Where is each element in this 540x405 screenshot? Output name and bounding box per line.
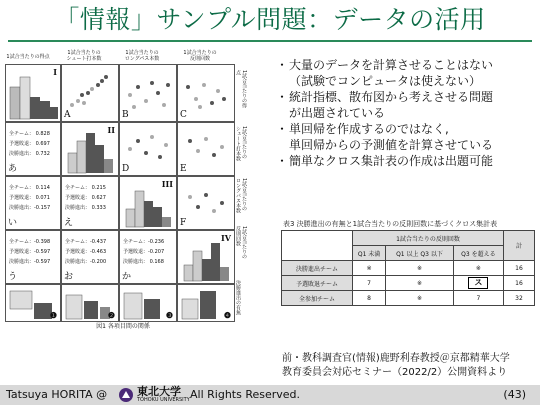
slide-title: 「情報」サンプル問題：データの活用 bbox=[54, 5, 486, 34]
bullet-item bbox=[276, 121, 538, 153]
row-label-3: 1試合当たりの ロングパス本数 bbox=[235, 178, 247, 213]
bullet-line: 単回帰からの予測値を計算させている bbox=[289, 138, 494, 152]
bullet-line: （試験でコンピュータは使えない） bbox=[289, 74, 482, 88]
col-header-3: 1試合当たりの ロングパス本数 bbox=[124, 50, 160, 62]
table-row bbox=[282, 276, 535, 291]
cell-letter: え bbox=[64, 218, 74, 228]
bullet-item bbox=[276, 57, 538, 89]
cell-letter: D bbox=[122, 164, 130, 174]
footer-bar bbox=[0, 385, 540, 405]
cell-letter: F bbox=[180, 218, 187, 228]
footer-rights: All Rights Reserved. bbox=[190, 388, 301, 401]
corr-line: 決勝進出： 0.168 bbox=[123, 259, 164, 265]
title-underline bbox=[8, 40, 532, 42]
footer-university-jp: 東北大学 bbox=[137, 385, 181, 398]
row-label-2: 1試合当たりの シュート打本数 bbox=[235, 126, 247, 161]
cell-letter: A bbox=[64, 110, 71, 120]
cell-hist-shoot bbox=[61, 122, 119, 176]
answer-box: ス bbox=[468, 277, 488, 289]
cell-letter: い bbox=[8, 218, 18, 228]
table-header: Q3 を超える bbox=[453, 246, 503, 261]
table-header-row bbox=[282, 231, 535, 246]
corr-line: 決勝進出：-0.597 bbox=[9, 259, 51, 265]
histogram-icon bbox=[6, 65, 60, 121]
bullet-mark: ・ bbox=[276, 90, 289, 104]
circled-number: ❷ bbox=[107, 310, 115, 320]
cell-scatter-F bbox=[177, 176, 235, 230]
table-header: Q1 以上 Q3 以下 bbox=[386, 246, 454, 261]
corr-line: 全チーム：-0.437 bbox=[65, 239, 107, 245]
cell-corr-6 bbox=[119, 230, 177, 284]
bullet-line: 単回帰を作成するのではなく, bbox=[289, 122, 449, 136]
bullet-line: 大量のデータを計算させることはない bbox=[289, 58, 494, 72]
cell-bar-1 bbox=[5, 284, 61, 322]
footer-university-en: TOHOKU UNIVERSITY bbox=[137, 397, 190, 403]
table-cell: 16 bbox=[504, 261, 535, 276]
table-caption: 表3 決勝進出の有無と1試合当たりの反則回数に基づくクロス集計表 bbox=[283, 220, 498, 228]
scatter-plot-icon bbox=[178, 177, 234, 229]
table-cell: ※ bbox=[386, 291, 454, 306]
cell-letter: B bbox=[122, 110, 129, 120]
circled-number: ❹ bbox=[223, 310, 231, 320]
cell-scatter-B bbox=[119, 64, 177, 122]
footer-author: Tatsuya HORITA @ bbox=[6, 388, 108, 401]
table-cell: 7 bbox=[353, 276, 386, 291]
cell-bar-4 bbox=[177, 284, 235, 322]
bullet-item bbox=[276, 89, 538, 121]
cell-letter: あ bbox=[8, 164, 18, 174]
table-corner bbox=[282, 231, 353, 261]
bullet-line: 簡単なクロス集計表の作成は出題可能 bbox=[289, 154, 494, 168]
cell-corr-5 bbox=[61, 230, 119, 284]
corr-line: 全チーム：-0.398 bbox=[9, 239, 51, 245]
table-cell: ※ bbox=[353, 261, 386, 276]
corr-line: 全チーム： 0.114 bbox=[9, 185, 50, 191]
table-cell: ※ bbox=[386, 261, 454, 276]
corr-line: 予選敗退： 0.697 bbox=[9, 141, 50, 147]
row-label-5: 決勝進出の有無 bbox=[235, 280, 241, 315]
cell-letter: う bbox=[8, 272, 18, 282]
cross-tab-table bbox=[281, 230, 535, 306]
row-label: 予選敗退チーム bbox=[282, 276, 353, 291]
table-cell: ※ bbox=[453, 261, 503, 276]
cell-letter: か bbox=[122, 272, 132, 282]
university-logo-icon bbox=[118, 387, 134, 403]
circled-number: ❶ bbox=[49, 310, 57, 320]
cell-scatter-A bbox=[61, 64, 119, 122]
corr-line: 予選敗退： 0.627 bbox=[65, 195, 106, 201]
cell-scatter-D bbox=[119, 122, 177, 176]
table-cell: 16 bbox=[504, 276, 535, 291]
corr-line: 全チーム：-0.236 bbox=[123, 239, 165, 245]
cell-corr-4 bbox=[5, 230, 61, 284]
table-cell: 8 bbox=[353, 291, 386, 306]
bullet-mark: ・ bbox=[276, 58, 289, 72]
corr-line: 全チーム： 0.215 bbox=[65, 185, 106, 191]
table-group-header: 1試合当たりの反則回数 bbox=[353, 231, 504, 246]
cell-letter: C bbox=[180, 110, 187, 120]
corr-line: 決勝進出：-0.200 bbox=[65, 259, 107, 265]
table-cell-answer bbox=[453, 276, 503, 291]
table-header: Q1 未満 bbox=[353, 246, 386, 261]
roman-label: IV bbox=[221, 233, 231, 243]
col-header-4: 1試合当たりの 反則回数 bbox=[183, 50, 217, 62]
corr-line: 予選敗退：-0.207 bbox=[123, 249, 165, 255]
corr-line: 決勝進出： 0.732 bbox=[9, 151, 50, 157]
source-line: 教育委員会対応セミナー（2022/2）公開資料より bbox=[282, 367, 508, 378]
cell-bar-2 bbox=[61, 284, 119, 322]
row-label: 決勝進出チーム bbox=[282, 261, 353, 276]
table-cell: 32 bbox=[504, 291, 535, 306]
corr-line: 予選敗退：-0.463 bbox=[65, 249, 107, 255]
bullet-list bbox=[276, 57, 538, 169]
cell-corr-2 bbox=[5, 176, 61, 230]
row-label-1: 1試合当たりの得点 bbox=[235, 70, 247, 109]
table-cell: ※ bbox=[386, 276, 454, 291]
cell-letter: お bbox=[64, 272, 74, 282]
table-row bbox=[282, 261, 535, 276]
bullet-mark: ・ bbox=[276, 154, 289, 168]
bullet-item bbox=[276, 153, 538, 169]
bullet-line: 統計指標、散布図から考えさせる問題 bbox=[289, 90, 494, 104]
cell-scatter-E bbox=[177, 122, 235, 176]
cell-hist-score bbox=[5, 64, 61, 122]
corr-line: 決勝進出：-0.157 bbox=[9, 205, 51, 211]
roman-label: III bbox=[161, 179, 173, 189]
cell-letter: E bbox=[180, 164, 187, 174]
corr-line: 予選敗退： 0.071 bbox=[9, 195, 50, 201]
source-line: 前・教科調査官(情報)鹿野利春教授＠京都精華大学 bbox=[282, 353, 510, 364]
source-note bbox=[282, 352, 537, 380]
row-label-4: 1試合当たりの 反則回数 bbox=[235, 226, 247, 260]
corr-line: 予選敗退：-0.597 bbox=[9, 249, 51, 255]
corr-line: 全チーム： 0.828 bbox=[9, 131, 50, 137]
roman-label: II bbox=[107, 125, 115, 135]
page-number: (43) bbox=[503, 388, 526, 401]
table-header-total: 計 bbox=[504, 231, 535, 261]
col-header-1: 1試合当たりの得点 bbox=[6, 54, 50, 60]
cell-hist-fouls bbox=[177, 230, 235, 284]
scatter-matrix-figure bbox=[3, 48, 261, 334]
bullet-mark: ・ bbox=[276, 122, 289, 136]
cell-hist-longpass bbox=[119, 176, 177, 230]
roman-label: I bbox=[53, 67, 57, 77]
table-cell: 7 bbox=[453, 291, 503, 306]
col-header-2: 1試合当たりの シュート打本数 bbox=[66, 50, 102, 62]
table-row bbox=[282, 291, 535, 306]
row-label: 全参加チーム bbox=[282, 291, 353, 306]
circled-number: ❸ bbox=[165, 310, 173, 320]
figure-caption: 図1 各項目間の関係 bbox=[96, 323, 150, 330]
cell-corr-3 bbox=[61, 176, 119, 230]
bullet-line: が出題されている bbox=[289, 106, 386, 120]
cell-bar-3 bbox=[119, 284, 177, 322]
cell-scatter-C bbox=[177, 64, 235, 122]
corr-line: 決勝進出： 0.333 bbox=[65, 205, 106, 211]
cell-corr-1 bbox=[5, 122, 61, 176]
